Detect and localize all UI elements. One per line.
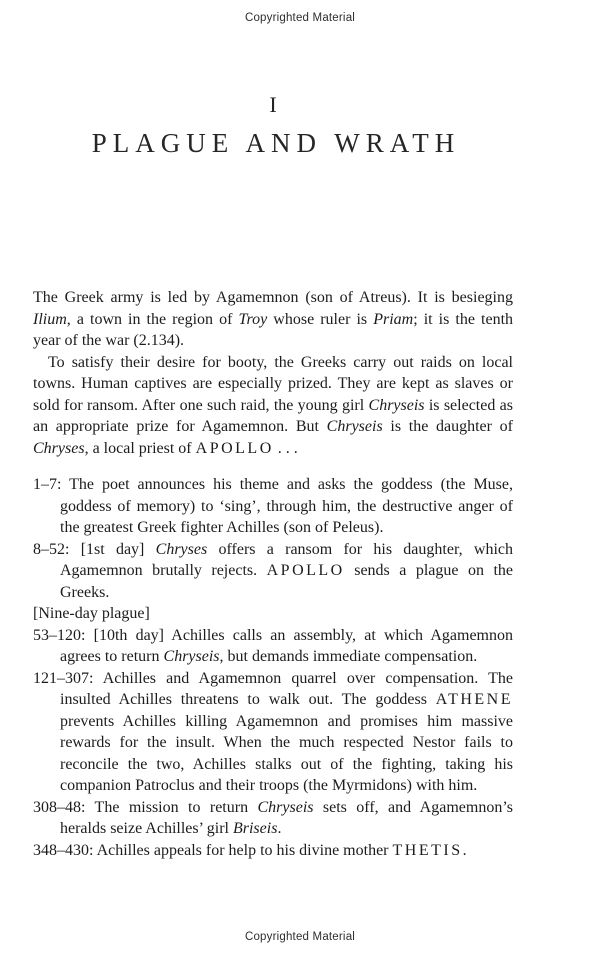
text-segment: To satisfy their desire for booty, the Greeks carry out raids on local towns. Human captives are especially prized. They are kept as slaves or sold for ransom. After one such raid, the young girl bbox=[33, 353, 513, 414]
text-segment: 8–52: [1st day] bbox=[33, 540, 156, 558]
timeline-entry-1 bbox=[33, 474, 513, 539]
copyright-bottom-label: Copyrighted Material bbox=[244, 931, 356, 943]
text-segment: APOLLO bbox=[266, 562, 345, 579]
text-segment: . bbox=[277, 820, 282, 837]
text-segment: Chryseis bbox=[326, 418, 383, 435]
text-segment: 121–307: Achilles and Agamemnon quarrel over compensation. The insulted Achilles threatens to walk out. The goddess bbox=[33, 669, 513, 708]
chapter-title: PLAGUE AND WRATH bbox=[91, 128, 461, 158]
text-segment: Troy bbox=[238, 310, 268, 328]
text-segment: 348–430: Achilles appeals for help to his divine mother bbox=[33, 841, 393, 859]
text-segment: , a local priest of bbox=[84, 439, 196, 457]
text-segment: Priam bbox=[373, 310, 414, 328]
text-segment: . bbox=[462, 841, 467, 859]
timeline-entry-7 bbox=[33, 840, 513, 862]
text-segment: , a town in the region of bbox=[66, 310, 239, 328]
page-content bbox=[33, 287, 513, 861]
text-segment: 1–7: The poet announces his theme and asks the goddess (the Muse, goddess of memory) to ‘sing’, through him, the destructive anger of the greatest Greek fighter Achilles (son of Peleus). bbox=[33, 476, 513, 536]
intro-paragraph-2 bbox=[33, 352, 513, 460]
text-segment: [Nine-day plague] bbox=[33, 605, 150, 622]
text-segment: Chryseis bbox=[368, 396, 425, 414]
copyright-top-label: Copyrighted Material bbox=[244, 12, 356, 24]
text-segment: sets off, and Agamemnon’s heralds seize Achilles’ girl bbox=[60, 798, 514, 837]
timeline-entry-3 bbox=[33, 603, 513, 625]
text-segment: 308–48: The mission to return bbox=[33, 798, 258, 816]
text-segment: sends a plague on the Greeks. bbox=[60, 562, 513, 601]
text-segment: Ilium bbox=[33, 310, 67, 328]
text-segment: Chryses bbox=[155, 540, 208, 558]
timeline-entry-2 bbox=[33, 539, 513, 604]
text-segment: is the daughter of bbox=[382, 418, 513, 435]
text-segment: THETIS bbox=[392, 841, 463, 859]
text-segment: ATHENE bbox=[435, 691, 513, 708]
timeline-entry-4 bbox=[33, 625, 513, 668]
text-segment: . . . bbox=[273, 439, 298, 457]
text-segment: Chryses bbox=[33, 439, 85, 457]
text-segment: Chryseis bbox=[163, 648, 220, 665]
intro-paragraph-1 bbox=[33, 287, 513, 352]
timeline-entries bbox=[33, 474, 513, 861]
text-segment: Chryseis bbox=[257, 798, 314, 816]
text-segment: ; it is the tenth year of the war (2.134). bbox=[33, 310, 514, 349]
chapter-number: I bbox=[269, 92, 277, 117]
text-segment: Briseis bbox=[232, 820, 278, 837]
text-segment: whose ruler is bbox=[267, 310, 374, 328]
text-segment: is selected as an appropriate prize for Agamemnon. But bbox=[33, 396, 513, 435]
timeline-entry-6 bbox=[33, 797, 513, 840]
text-segment: 53–120: [10th day] Achilles calls an assembly, at which Agamemnon agrees to return bbox=[33, 626, 513, 665]
text-segment: The Greek army is led by Agamemnon (son of Atreus). It is besieging bbox=[33, 289, 513, 306]
text-segment: prevents Achilles killing Agamemnon and promises him massive rewards for the insult. When the much respected Nestor fails to reconcile the two, Achilles stalks out of the fighting, taking his companion Patroclus and their troops (the Myrmidons) with him. bbox=[60, 712, 513, 794]
text-segment: APOLLO bbox=[195, 439, 274, 457]
text-segment: offers a ransom for his daughter, which Agamemnon brutally rejects. bbox=[60, 540, 514, 579]
text-segment: , but demands immediate compensation. bbox=[219, 648, 478, 665]
timeline-entry-5 bbox=[33, 668, 513, 797]
